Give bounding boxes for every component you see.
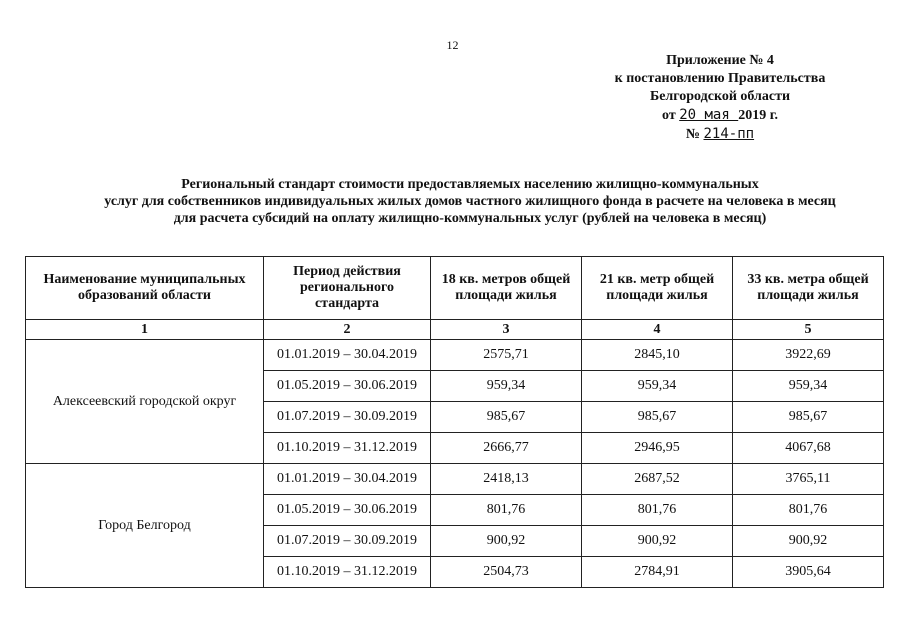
- period-cell: 01.07.2019 – 30.09.2019: [264, 526, 431, 557]
- period-cell: 01.10.2019 – 31.12.2019: [264, 557, 431, 588]
- number-value: 214-пп: [703, 126, 755, 142]
- value-21-cell: 2845,10: [582, 340, 733, 371]
- period-cell: 01.01.2019 – 30.04.2019: [264, 340, 431, 371]
- value-18-cell: 2418,13: [431, 464, 582, 495]
- value-33-cell: 801,76: [733, 495, 884, 526]
- value-33-cell: 3922,69: [733, 340, 884, 371]
- period-cell: 01.07.2019 – 30.09.2019: [264, 402, 431, 433]
- date-suffix: 2019 г.: [738, 108, 778, 123]
- municipality-cell: Алексеевский городской округ: [26, 340, 264, 464]
- value-21-cell: 801,76: [582, 495, 733, 526]
- value-18-cell: 801,76: [431, 495, 582, 526]
- index-cell: 1: [26, 320, 264, 340]
- header-21sqm: 21 кв. метр общей площади жилья: [582, 257, 733, 320]
- header-row: [26, 257, 884, 320]
- period-cell: 01.05.2019 – 30.06.2019: [264, 495, 431, 526]
- value-33-cell: 959,34: [733, 371, 884, 402]
- document-title: [60, 176, 880, 227]
- date-value: 20 мая: [679, 107, 739, 123]
- page-number: 12: [446, 38, 459, 52]
- value-21-cell: 900,92: [582, 526, 733, 557]
- period-cell: 01.05.2019 – 30.06.2019: [264, 371, 431, 402]
- index-cell: 5: [733, 320, 884, 340]
- index-cell: 3: [431, 320, 582, 340]
- value-18-cell: 985,67: [431, 402, 582, 433]
- appendix-number: [590, 125, 850, 144]
- value-18-cell: 900,92: [431, 526, 582, 557]
- appendix-resolution: к постановлению Правительства: [614, 71, 826, 86]
- period-cell: 01.01.2019 – 30.04.2019: [264, 464, 431, 495]
- title-line-1: Региональный стандарт стоимости предоставляемых населению жилищно-коммунальных: [181, 177, 759, 192]
- value-33-cell: 3765,11: [733, 464, 884, 495]
- value-33-cell: 4067,68: [733, 433, 884, 464]
- number-label: №: [685, 127, 700, 142]
- appendix-title: Приложение № 4: [666, 53, 774, 68]
- index-cell: 2: [264, 320, 431, 340]
- value-33-cell: 900,92: [733, 526, 884, 557]
- date-prefix: от: [662, 108, 676, 123]
- value-21-cell: 2687,52: [582, 464, 733, 495]
- table-row: [26, 340, 884, 371]
- municipality-cell: Город Белгород: [26, 464, 264, 588]
- index-row: [26, 320, 884, 340]
- value-21-cell: 2946,95: [582, 433, 733, 464]
- value-18-cell: 2575,71: [431, 340, 582, 371]
- index-cell: 4: [582, 320, 733, 340]
- standards-table: [25, 256, 884, 588]
- value-33-cell: 985,67: [733, 402, 884, 433]
- value-21-cell: 959,34: [582, 371, 733, 402]
- value-18-cell: 2504,73: [431, 557, 582, 588]
- appendix-date: [590, 106, 850, 125]
- title-line-2: услуг для собственников индивидуальных жилых домов частного жилищного фонда в расчете на человека в месяц: [104, 194, 836, 209]
- period-cell: 01.10.2019 – 31.12.2019: [264, 433, 431, 464]
- header-18sqm: 18 кв. метров общей площади жилья: [431, 257, 582, 320]
- value-18-cell: 2666,77: [431, 433, 582, 464]
- value-18-cell: 959,34: [431, 371, 582, 402]
- appendix-header: [590, 52, 850, 144]
- value-21-cell: 985,67: [582, 402, 733, 433]
- header-period: Период действия регионального стандарта: [264, 257, 431, 320]
- title-line-3: для расчета субсидий на оплату жилищно-коммунальных услуг (рублей на человека в месяц): [173, 211, 767, 226]
- value-33-cell: 3905,64: [733, 557, 884, 588]
- header-33sqm: 33 кв. метра общей площади жилья: [733, 257, 884, 320]
- value-21-cell: 2784,91: [582, 557, 733, 588]
- appendix-region: Белгородской области: [649, 89, 791, 104]
- table-row: [26, 464, 884, 495]
- header-municipality: Наименование муниципальных образований области: [26, 257, 264, 320]
